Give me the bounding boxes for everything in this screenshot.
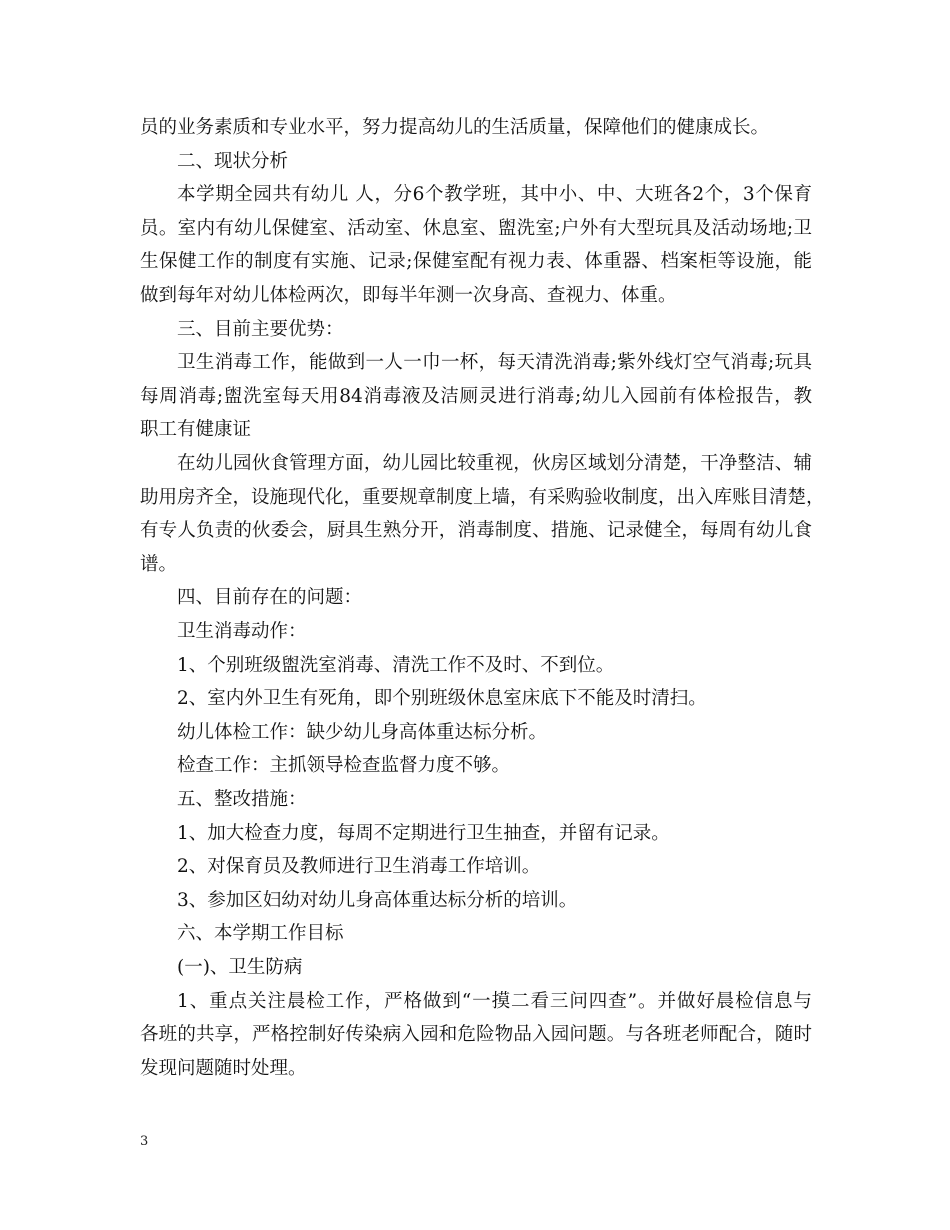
text-line: 1、重点关注晨检工作，严格做到“一摸二看三问四查”。并做好晨检信息与 bbox=[177, 990, 812, 1012]
text-line: 在幼儿园伙食管理方面，幼儿园比较重视，伙房区域划分清楚，干净整洁、辅 bbox=[177, 453, 812, 474]
text-line: 2、对保育员及教师进行卫生消毒工作培训。 bbox=[177, 856, 541, 878]
text-line: 三、目前主要优势： bbox=[177, 318, 344, 340]
text-line: 生保健工作的制度有实施、记录;保健室配有视力表、体重器、档案柜等设施，能 bbox=[140, 251, 812, 273]
text-line: 卫生消毒工作，能做到一人一巾一杯，每天清洗消毒;紫外线灯空气消毒;玩具 bbox=[177, 352, 812, 374]
text-line: 员。室内有幼儿保健室、活动室、休息室、盥洗室;户外有大型玩具及活动场地;卫 bbox=[140, 217, 812, 239]
text-line: (一)、卫生防病 bbox=[177, 957, 303, 978]
text-line: 1、加大检查力度，每周不定期进行卫生抽查，并留有记录。 bbox=[177, 822, 670, 844]
text-line: 本学期全园共有幼儿 人，分6个教学班，其中小、中、大班各2个，3个保育 bbox=[177, 184, 812, 206]
text-line: 员的业务素质和专业水平，努力提高幼儿的生活质量，保障他们的健康成长。 bbox=[140, 117, 770, 138]
text-line: 各班的共享，严格控制好传染病入园和危险物品入园问题。与各班老师配合，随时 bbox=[140, 1024, 812, 1046]
text-line: 谱。 bbox=[140, 553, 178, 575]
text-line: 有专人负责的伙委会，厨具生熟分开，消毒制度、措施、记录健全，每周有幼儿食 bbox=[140, 520, 812, 542]
page-number: 3 bbox=[140, 1134, 149, 1149]
text-line: 五、整改措施： bbox=[177, 789, 307, 810]
text-line: 助用房齐全，设施现代化，重要规章制度上墙，有采购验收制度，出入库账目清楚， bbox=[140, 486, 825, 508]
text-line: 二、现状分析 bbox=[177, 150, 289, 172]
text-line: 3、参加区妇幼对幼儿身高体重达标分析的培训。 bbox=[177, 889, 578, 911]
text-line: 幼儿体检工作：缺少幼儿身高体重达标分析。 bbox=[177, 721, 548, 743]
text-line: 六、本学期工作目标 bbox=[177, 923, 344, 945]
text-line: 四、目前存在的问题： bbox=[177, 587, 363, 609]
text-line: 1、个别班级盥洗室消毒、清洗工作不及时、不到位。 bbox=[177, 654, 615, 676]
text-line: 卫生消毒动作： bbox=[177, 621, 307, 642]
text-line: 每周消毒;盥洗室每天用84消毒液及洁厕灵进行消毒;幼儿入园前有体检报告，教 bbox=[140, 385, 812, 407]
text-line: 做到每年对幼儿体检两次，即每半年测一次身高、查视力、体重。 bbox=[140, 285, 677, 306]
text-line: 检查工作：主抓领导检查监督力度不够。 bbox=[177, 755, 511, 777]
text-line: 2、室内外卫生有死角，即个别班级休息室床底下不能及时清扫。 bbox=[177, 688, 707, 710]
text-line: 职工有健康证 bbox=[140, 419, 252, 441]
text-line: 发现问题随时处理。 bbox=[140, 1057, 307, 1079]
